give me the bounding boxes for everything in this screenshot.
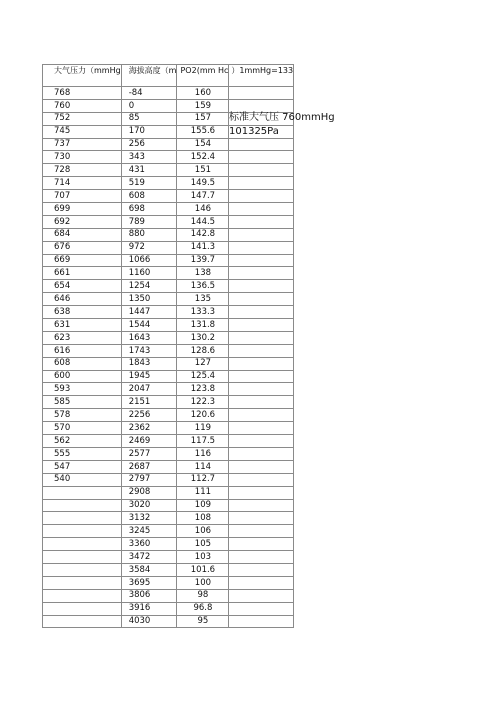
table-row xyxy=(43,525,294,538)
cell-altitude: 519 xyxy=(121,177,177,190)
cell-altitude: 2469 xyxy=(121,435,177,448)
cell-altitude: 1743 xyxy=(121,344,177,357)
header-conversion: ）1mmHg=133 xyxy=(229,65,294,87)
cell-po2: 136.5 xyxy=(177,280,229,293)
cell-extra xyxy=(229,396,294,409)
cell-po2: 98 xyxy=(177,589,229,602)
table-row xyxy=(43,512,294,525)
cell-altitude: 3245 xyxy=(121,525,177,538)
cell-extra xyxy=(229,486,294,499)
cell-pressure xyxy=(43,551,122,564)
cell-altitude: 1643 xyxy=(121,331,177,344)
cell-pressure: 730 xyxy=(43,151,122,164)
table-row xyxy=(43,460,294,473)
cell-po2: 103 xyxy=(177,551,229,564)
cell-pressure xyxy=(43,576,122,589)
cell-extra xyxy=(229,525,294,538)
cell-pressure: 570 xyxy=(43,422,122,435)
table-row xyxy=(43,319,294,332)
cell-altitude: 1160 xyxy=(121,267,177,280)
table-row xyxy=(43,203,294,216)
cell-extra xyxy=(229,422,294,435)
cell-po2: 139.7 xyxy=(177,254,229,267)
cell-po2: 152.4 xyxy=(177,151,229,164)
table-row xyxy=(43,435,294,448)
cell-pressure xyxy=(43,602,122,615)
table-body xyxy=(43,65,294,628)
table-row xyxy=(43,87,294,100)
cell-extra xyxy=(229,409,294,422)
cell-pressure: 585 xyxy=(43,396,122,409)
table-row xyxy=(43,370,294,383)
cell-extra xyxy=(229,447,294,460)
cell-pressure: 593 xyxy=(43,383,122,396)
cell-altitude: 1447 xyxy=(121,306,177,319)
cell-extra xyxy=(229,228,294,241)
table-row xyxy=(43,409,294,422)
cell-pressure: 646 xyxy=(43,293,122,306)
cell-pressure: 623 xyxy=(43,331,122,344)
table-row xyxy=(43,293,294,306)
cell-pressure: 578 xyxy=(43,409,122,422)
cell-extra xyxy=(229,615,294,628)
cell-extra xyxy=(229,460,294,473)
cell-po2: 111 xyxy=(177,486,229,499)
table-row xyxy=(43,576,294,589)
cell-po2: 147.7 xyxy=(177,190,229,203)
cell-po2: 133.3 xyxy=(177,306,229,319)
cell-extra xyxy=(229,331,294,344)
cell-pressure: 631 xyxy=(43,319,122,332)
cell-po2: 108 xyxy=(177,512,229,525)
cell-altitude: -84 xyxy=(121,87,177,100)
table-row xyxy=(43,164,294,177)
cell-altitude: 3360 xyxy=(121,538,177,551)
cell-pressure: 692 xyxy=(43,215,122,228)
cell-pressure: 768 xyxy=(43,87,122,100)
cell-po2: 159 xyxy=(177,99,229,112)
table-row xyxy=(43,383,294,396)
cell-extra xyxy=(229,177,294,190)
cell-pressure xyxy=(43,512,122,525)
cell-extra xyxy=(229,190,294,203)
table-row xyxy=(43,190,294,203)
cell-extra xyxy=(229,602,294,615)
cell-pressure: 737 xyxy=(43,138,122,151)
cell-extra xyxy=(229,551,294,564)
cell-pressure: 669 xyxy=(43,254,122,267)
cell-po2: 120.6 xyxy=(177,409,229,422)
cell-pressure: 562 xyxy=(43,435,122,448)
cell-po2: 157 xyxy=(177,112,229,125)
cell-pressure: 608 xyxy=(43,357,122,370)
cell-pressure: 745 xyxy=(43,125,122,138)
standard-pressure-note: 标准大气压 760mmHg xyxy=(229,112,335,123)
cell-extra xyxy=(229,306,294,319)
cell-extra xyxy=(229,241,294,254)
cell-pressure: 654 xyxy=(43,280,122,293)
cell-altitude: 2256 xyxy=(121,409,177,422)
header-altitude: 海拔高度（m xyxy=(121,65,177,87)
cell-altitude: 1843 xyxy=(121,357,177,370)
cell-po2: 109 xyxy=(177,499,229,512)
cell-altitude: 3020 xyxy=(121,499,177,512)
cell-altitude: 972 xyxy=(121,241,177,254)
table-row xyxy=(43,473,294,486)
table-row xyxy=(43,396,294,409)
cell-po2: 135 xyxy=(177,293,229,306)
cell-altitude: 2797 xyxy=(121,473,177,486)
table-row xyxy=(43,254,294,267)
table-row xyxy=(43,447,294,460)
cell-pressure: 699 xyxy=(43,203,122,216)
table-row xyxy=(43,151,294,164)
cell-po2: 146 xyxy=(177,203,229,216)
cell-po2: 116 xyxy=(177,447,229,460)
cell-altitude: 3132 xyxy=(121,512,177,525)
cell-altitude: 2047 xyxy=(121,383,177,396)
cell-altitude: 608 xyxy=(121,190,177,203)
cell-po2: 149.5 xyxy=(177,177,229,190)
table-row xyxy=(43,177,294,190)
cell-po2: 160 xyxy=(177,87,229,100)
table-row xyxy=(43,357,294,370)
cell-pressure: 714 xyxy=(43,177,122,190)
cell-extra xyxy=(229,383,294,396)
cell-po2: 106 xyxy=(177,525,229,538)
cell-po2: 127 xyxy=(177,357,229,370)
cell-po2: 138 xyxy=(177,267,229,280)
table-row xyxy=(43,602,294,615)
table-row xyxy=(43,563,294,576)
cell-pressure: 547 xyxy=(43,460,122,473)
cell-altitude: 3695 xyxy=(121,576,177,589)
cell-altitude: 3472 xyxy=(121,551,177,564)
cell-altitude: 1066 xyxy=(121,254,177,267)
cell-po2: 119 xyxy=(177,422,229,435)
cell-pressure xyxy=(43,525,122,538)
cell-altitude: 343 xyxy=(121,151,177,164)
cell-po2: 112.7 xyxy=(177,473,229,486)
cell-po2: 131.8 xyxy=(177,319,229,332)
cell-extra xyxy=(229,267,294,280)
cell-pressure: 616 xyxy=(43,344,122,357)
cell-po2: 155.6 xyxy=(177,125,229,138)
cell-po2: 122.3 xyxy=(177,396,229,409)
cell-extra xyxy=(229,151,294,164)
cell-pressure xyxy=(43,615,122,628)
table-row xyxy=(43,615,294,628)
table-row xyxy=(43,267,294,280)
cell-altitude: 256 xyxy=(121,138,177,151)
cell-extra xyxy=(229,344,294,357)
cell-extra xyxy=(229,280,294,293)
cell-extra xyxy=(229,538,294,551)
cell-pressure: 540 xyxy=(43,473,122,486)
cell-extra xyxy=(229,473,294,486)
cell-pressure: 728 xyxy=(43,164,122,177)
cell-extra xyxy=(229,589,294,602)
cell-po2: 100 xyxy=(177,576,229,589)
cell-extra xyxy=(229,164,294,177)
cell-extra xyxy=(229,293,294,306)
table-row xyxy=(43,486,294,499)
cell-extra xyxy=(229,319,294,332)
cell-altitude: 3806 xyxy=(121,589,177,602)
cell-po2: 151 xyxy=(177,164,229,177)
cell-altitude: 3584 xyxy=(121,563,177,576)
cell-pressure xyxy=(43,499,122,512)
table-row xyxy=(43,551,294,564)
cell-po2: 95 xyxy=(177,615,229,628)
cell-pressure: 638 xyxy=(43,306,122,319)
cell-extra xyxy=(229,203,294,216)
cell-altitude: 1544 xyxy=(121,319,177,332)
table-row xyxy=(43,538,294,551)
header-po2: PO2(mm Hc xyxy=(177,65,229,87)
cell-extra xyxy=(229,254,294,267)
table-row xyxy=(43,331,294,344)
cell-pressure xyxy=(43,589,122,602)
header-row xyxy=(43,65,294,87)
cell-altitude: 85 xyxy=(121,112,177,125)
cell-po2: 105 xyxy=(177,538,229,551)
cell-altitude: 4030 xyxy=(121,615,177,628)
cell-pressure: 600 xyxy=(43,370,122,383)
cell-altitude: 880 xyxy=(121,228,177,241)
pascal-value-note: 101325Pa xyxy=(229,126,279,137)
cell-altitude: 170 xyxy=(121,125,177,138)
table-row xyxy=(43,499,294,512)
cell-extra xyxy=(229,576,294,589)
cell-pressure xyxy=(43,486,122,499)
cell-altitude: 3916 xyxy=(121,602,177,615)
cell-pressure: 676 xyxy=(43,241,122,254)
cell-po2: 154 xyxy=(177,138,229,151)
cell-altitude: 1254 xyxy=(121,280,177,293)
cell-pressure xyxy=(43,563,122,576)
cell-po2: 144.5 xyxy=(177,215,229,228)
cell-po2: 125.4 xyxy=(177,370,229,383)
cell-extra xyxy=(229,499,294,512)
table-row xyxy=(43,241,294,254)
cell-po2: 117.5 xyxy=(177,435,229,448)
cell-altitude: 1945 xyxy=(121,370,177,383)
cell-extra xyxy=(229,87,294,100)
cell-altitude: 1350 xyxy=(121,293,177,306)
cell-extra xyxy=(229,138,294,151)
cell-pressure: 707 xyxy=(43,190,122,203)
cell-pressure: 661 xyxy=(43,267,122,280)
cell-extra xyxy=(229,357,294,370)
cell-altitude: 2908 xyxy=(121,486,177,499)
header-pressure: 大气压力（mmHg xyxy=(43,65,122,87)
cell-altitude: 2151 xyxy=(121,396,177,409)
pressure-altitude-table xyxy=(42,64,294,628)
table-row xyxy=(43,215,294,228)
cell-altitude: 789 xyxy=(121,215,177,228)
cell-extra xyxy=(229,563,294,576)
cell-pressure: 760 xyxy=(43,99,122,112)
cell-extra xyxy=(229,370,294,383)
table-row xyxy=(43,280,294,293)
cell-altitude: 0 xyxy=(121,99,177,112)
cell-altitude: 2362 xyxy=(121,422,177,435)
cell-po2: 130.2 xyxy=(177,331,229,344)
table-row xyxy=(43,422,294,435)
table-row xyxy=(43,306,294,319)
cell-extra xyxy=(229,512,294,525)
cell-po2: 96.8 xyxy=(177,602,229,615)
cell-pressure xyxy=(43,538,122,551)
cell-altitude: 698 xyxy=(121,203,177,216)
cell-extra xyxy=(229,215,294,228)
table-row xyxy=(43,138,294,151)
table-row xyxy=(43,228,294,241)
cell-pressure: 555 xyxy=(43,447,122,460)
cell-po2: 141.3 xyxy=(177,241,229,254)
cell-pressure: 684 xyxy=(43,228,122,241)
table-row xyxy=(43,589,294,602)
cell-altitude: 2577 xyxy=(121,447,177,460)
cell-po2: 114 xyxy=(177,460,229,473)
cell-po2: 128.6 xyxy=(177,344,229,357)
table-row xyxy=(43,344,294,357)
cell-pressure: 752 xyxy=(43,112,122,125)
cell-po2: 142.8 xyxy=(177,228,229,241)
cell-po2: 123.8 xyxy=(177,383,229,396)
cell-altitude: 431 xyxy=(121,164,177,177)
cell-po2: 101.6 xyxy=(177,563,229,576)
cell-altitude: 2687 xyxy=(121,460,177,473)
cell-extra xyxy=(229,435,294,448)
